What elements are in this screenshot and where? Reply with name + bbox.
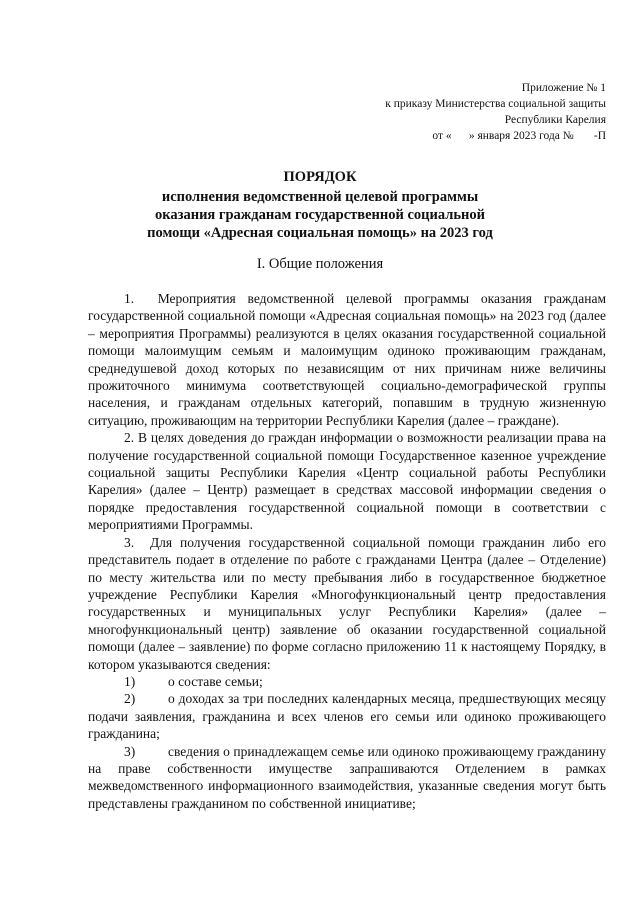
document-title bbox=[0, 168, 640, 242]
section-heading: I. Общие положения bbox=[256, 256, 384, 272]
list-item bbox=[88, 673, 606, 690]
paragraph-1 bbox=[88, 290, 606, 429]
list-item-text: о доходах за три последних календарных месяца, предшествующих месяцу подачи заявления, гражданина и всех членов его семьи или одиноко проживающего гражданина; bbox=[88, 691, 606, 742]
paragraph-2 bbox=[88, 429, 606, 533]
list-item-text: сведения о принадлежащем семье или одиноко проживающему гражданину на праве собственности имуществе запрашиваются Отделением в рамках межведомственного информационного взаимодействия, указанные сведения могут быть представлены гражданином по собственной инициативе; bbox=[88, 743, 606, 811]
list-item-number: 1) bbox=[124, 673, 136, 689]
region-name: Республики Карелия bbox=[504, 114, 606, 126]
order-reference: к приказу Министерства социальной защиты bbox=[385, 98, 606, 110]
list-item bbox=[88, 690, 606, 742]
paragraph-number: 2. bbox=[124, 430, 135, 446]
appendix-number: Приложение № 1 bbox=[521, 82, 606, 94]
list-item-number: 3) bbox=[124, 743, 136, 759]
order-date: от « » января 2023 года № -П bbox=[432, 130, 606, 142]
title-line-2: оказания гражданам государственной социальной bbox=[155, 207, 485, 223]
paragraph-number: 1. bbox=[124, 291, 135, 306]
paragraph-text: Мероприятия ведомственной целевой программы оказания гражданам государственной социальной помощи «Адресная социальная помощь» на 2023 год (далее – мероприятия Программы) реализуются в целях оказания государственной социальной помощи малоимущим семьям и малоимущим одиноко проживающим гражданам, среднедушевой доход которых по независящим от них причинам ниже величины прожиточного минимума соответствующей социально-демографической группы населения, и гражданам отдельных категорий, попавшим в трудную жизненную ситуацию, проживающим на территории Республики Карелия (далее – граждане). bbox=[88, 291, 606, 428]
title-heading: ПОРЯДОК bbox=[283, 169, 357, 185]
paragraph-number: 3. bbox=[124, 534, 135, 550]
list-item bbox=[88, 743, 606, 813]
paragraph-text: Для получения государственной социальной помощи гражданин либо его представитель подает в отделение по работе с гражданами Центра (далее – Отделение) по месту жительства или по месту пребывания либо в государственное бюджетное учреждение Республики Карелия «Многофункциональный центр предоставления государственных и муниципальных услуг Республики Карелия» (далее – многофункциональный центр) заявление об оказании государственной социальной помощи (далее – заявление) по форме согласно приложению 11 к настоящему Порядку, в котором указываются сведения: bbox=[88, 534, 607, 672]
title-line-1: исполнения ведомственной целевой программы bbox=[161, 189, 479, 205]
paragraph-text: В целях доведения до граждан информации о возможности реализации права на получение государственной социальной помощи Государственное казенное учреждение социальной защиты Республики Карелия «Центр социальной работы Республики Карелия» (далее – Центр) размещает в средствах массовой информации сведения о порядке предоставления государственной социальной помощи в соответствии с мероприятиями Программы. bbox=[88, 430, 606, 533]
title-line-3: помощи «Адресная социальная помощь» на 2023 год bbox=[147, 225, 493, 241]
list-item-number: 2) bbox=[124, 691, 136, 707]
appendix-header bbox=[385, 80, 606, 144]
paragraph-3 bbox=[88, 534, 606, 673]
list-item-text: о составе семьи; bbox=[168, 673, 263, 689]
document-body bbox=[88, 290, 606, 812]
